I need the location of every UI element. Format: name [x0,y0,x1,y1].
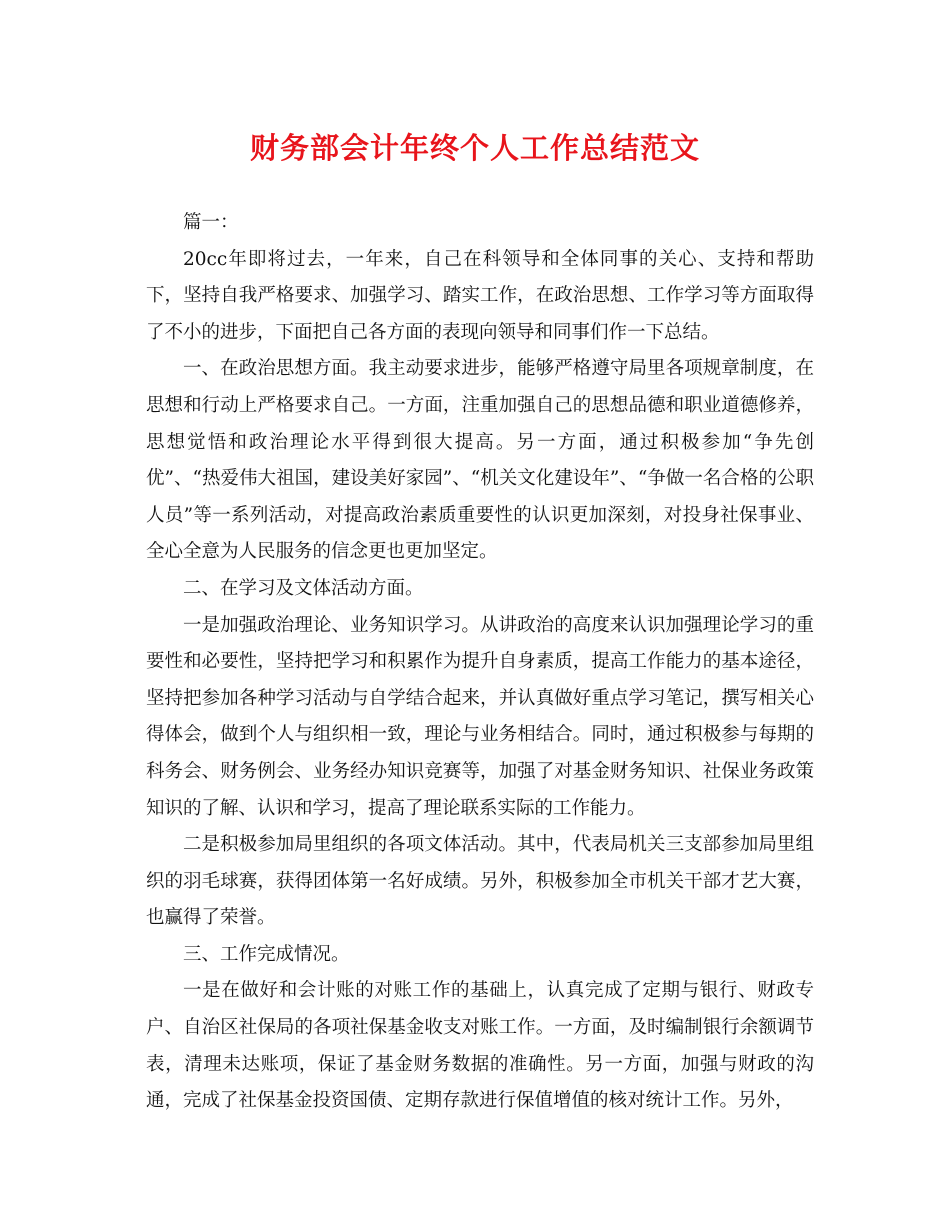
paragraph-work-reconciliation: 一是在做好和会计账的对账工作的基础上，认真完成了定期与银行、财政专户、自治区社保局的各项社保基金收支对账工作。一方面，及时编制银行余额调节表，清理未达账项，保证了基金财务数据的准确性。另一方面，加强与财政的沟通，完成了社保基金投资国债、定期存款进行保值增值的核对统计工作。另外， [146,980,814,1112]
document-title: 财务部会计年终个人工作总结范文 [249,131,700,165]
paragraph-part-heading: 篇一： [183,212,239,233]
paragraph-section-work-heading: 三、工作完成情况。 [183,943,350,965]
paragraph-intro: 20cc年即将过去，一年来，自己在科领导和全体同事的关心、支持和帮助下，坚持自我严格要求、加强学习、踏实工作，在政治思想、工作学习等方面取得了不小的进步，下面把自己各方面的表现向领导和同事们作一下总结。 [146,248,814,343]
paragraph-section-study-heading: 二、在学习及文体活动方面。 [183,577,424,599]
paragraph-study-theory: 一是加强政治理论、业务知识学习。从讲政治的高度来认识加强理论学习的重要性和必要性，坚持把学习和积累作为提升自身素质，提高工作能力的基本途径，坚持把参加各种学习活动与自学结合起来，并认真做好重点学习笔记，撰写相关心得体会，做到个人与组织相一致，理论与业务相结合。同时，通过积极参与每期的科务会、财务例会、业务经办知识竞赛等，加强了对基金财务知识、社保业务政策知识的了解、认识和学习，提高了理论联系实际的工作能力。 [146,614,814,819]
paragraph-political-thought: 一、在政治思想方面。我主动要求进步，能够严格遵守局里各项规章制度，在思想和行动上严格要求自己。一方面，注重加强自己的思想品德和职业道德修养，思想觉悟和政治理论水平得到很大提高。另一方面，通过积极参加“争先创优”、“热爱伟大祖国，建设美好家园”、“机关文化建设年”、“争做一名合格的公职人员”等一系列活动，对提高政治素质重要性的认识更加深刻，对投身社保事业、全心全意为人民服务的信念更也更加坚定。 [146,358,814,563]
paragraph-activities: 二是积极参加局里组织的各项文体活动。其中，代表局机关三支部参加局里组织的羽毛球赛，获得团体第一名好成绩。另外，积极参加全市机关干部才艺大赛，也赢得了荣誉。 [146,834,814,929]
document-body [146,205,814,1120]
